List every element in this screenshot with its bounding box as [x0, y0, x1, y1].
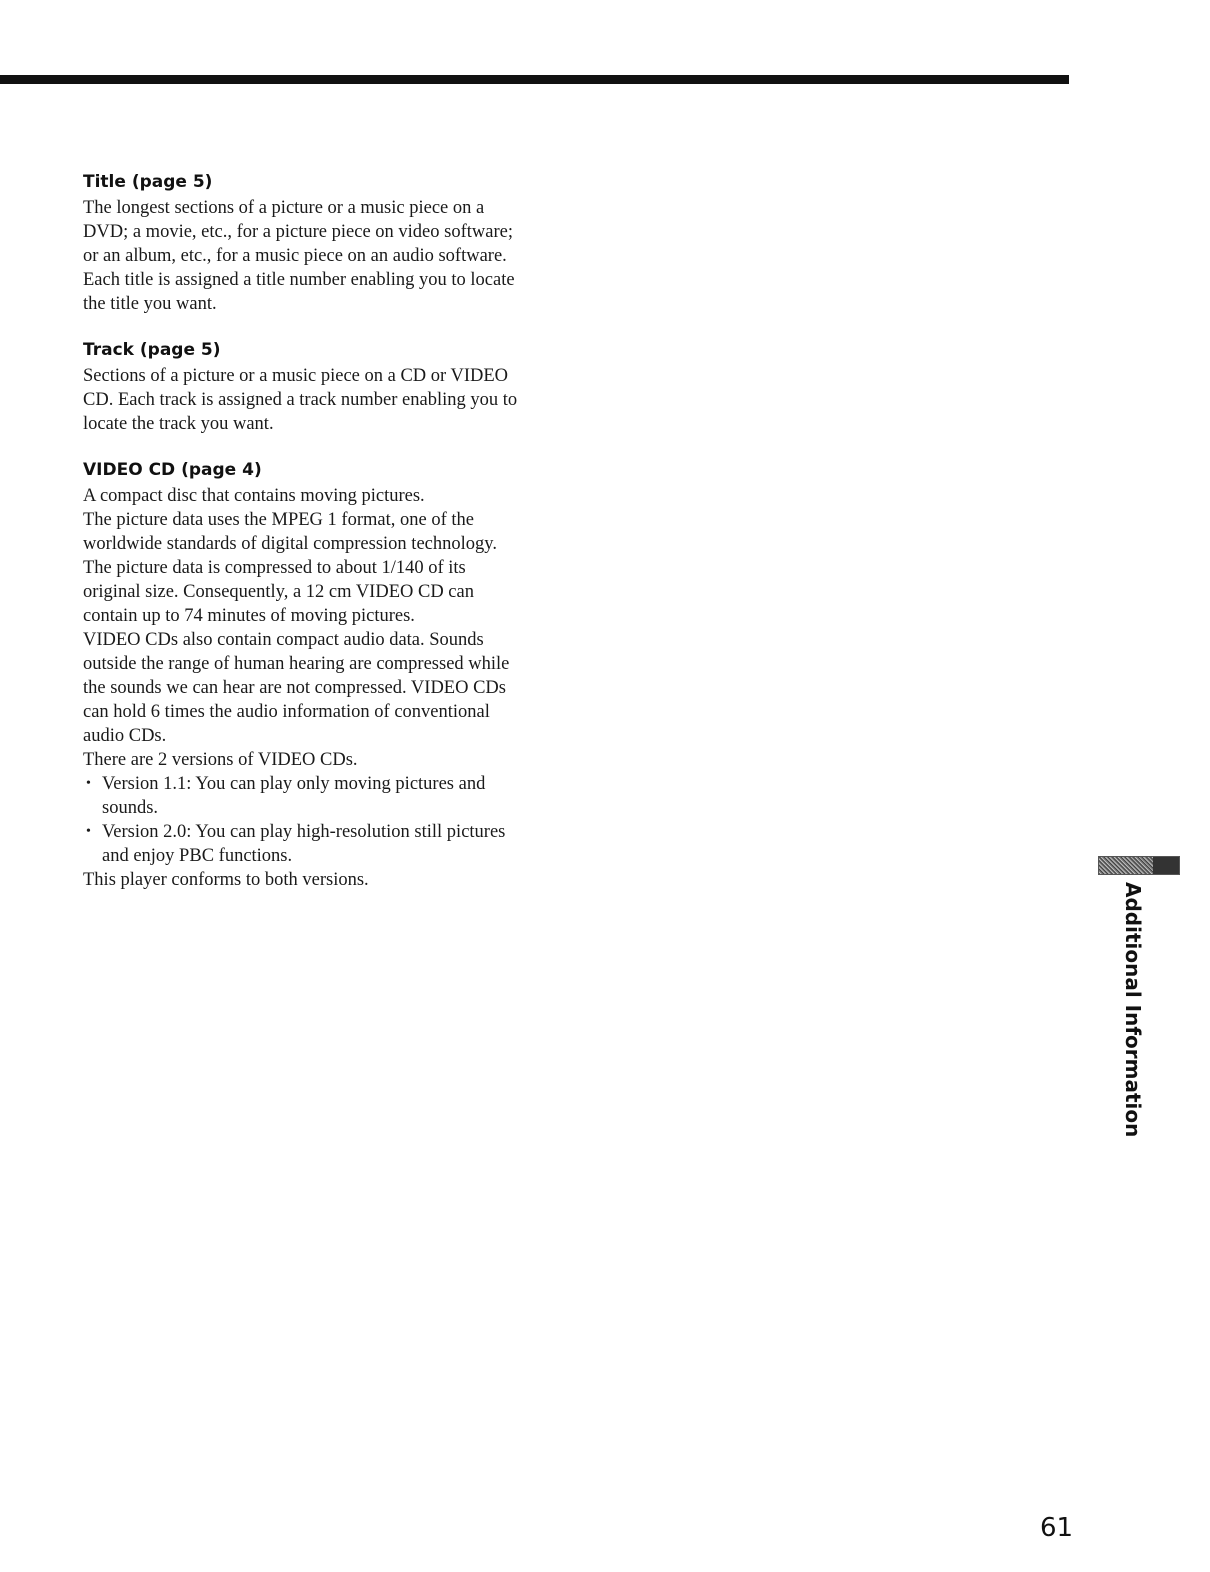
- versions-list: [83, 772, 563, 868]
- bullet-icon: •: [86, 824, 91, 839]
- section-tab-marker: [1098, 856, 1180, 875]
- entry-line: DVD; a movie, etc., for a picture piece on video software;: [83, 222, 513, 242]
- entry-line: original size. Consequently, a 12 cm VIDEO CD can: [83, 582, 474, 602]
- entry-heading: Title (page 5): [83, 172, 213, 192]
- entry-line: The longest sections of a picture or a music piece on a: [83, 198, 485, 218]
- list-item-line: Version 2.0: You can play high-resolution still pictures: [102, 822, 506, 842]
- list-item-line: sounds.: [102, 798, 159, 818]
- list-item: [83, 772, 563, 820]
- entry-line: The picture data uses the MPEG 1 format, one of the: [83, 510, 474, 530]
- list-item-line: and enjoy PBC functions.: [102, 846, 293, 866]
- glossary-entry-video-cd: [83, 458, 563, 892]
- glossary-entry-track: [83, 338, 563, 436]
- entry-line: locate the track you want.: [83, 414, 274, 434]
- list-item: [83, 820, 563, 868]
- entry-line: can hold 6 times the audio information of conventional: [83, 702, 490, 722]
- entry-line: the sounds we can hear are not compressed. VIDEO CDs: [83, 678, 506, 698]
- page-number: 61: [1040, 1513, 1074, 1543]
- entry-line: Sections of a picture or a music piece on a CD or VIDEO: [83, 366, 509, 386]
- entry-line: worldwide standards of digital compression technology.: [83, 534, 497, 554]
- section-tab-label: Additional Information: [1121, 882, 1145, 1138]
- entry-line: A compact disc that contains moving pictures.: [83, 486, 425, 506]
- bullet-icon: •: [86, 776, 91, 791]
- entry-line: outside the range of human hearing are compressed while: [83, 654, 510, 674]
- entry-line: audio CDs.: [83, 726, 167, 746]
- entry-line: There are 2 versions of VIDEO CDs.: [83, 750, 358, 770]
- entry-line: CD. Each track is assigned a track number enabling you to: [83, 390, 518, 410]
- section-tab-dark-end: [1153, 857, 1179, 874]
- entry-heading: VIDEO CD (page 4): [83, 460, 262, 480]
- entry-line: the title you want.: [83, 294, 217, 314]
- glossary-content: [83, 170, 563, 914]
- entry-line: VIDEO CDs also contain compact audio data. Sounds: [83, 630, 484, 650]
- glossary-entry-title: [83, 170, 563, 316]
- entry-line: contain up to 74 minutes of moving pictures.: [83, 606, 415, 626]
- top-rule: [0, 75, 1069, 84]
- list-item-line: Version 1.1: You can play only moving pictures and: [102, 774, 486, 794]
- entry-line: Each title is assigned a title number enabling you to locate: [83, 270, 515, 290]
- entry-heading: Track (page 5): [83, 340, 221, 360]
- entry-line: or an album, etc., for a music piece on an audio software.: [83, 246, 507, 266]
- entry-line: The picture data is compressed to about 1/140 of its: [83, 558, 466, 578]
- entry-closing: This player conforms to both versions.: [83, 870, 369, 890]
